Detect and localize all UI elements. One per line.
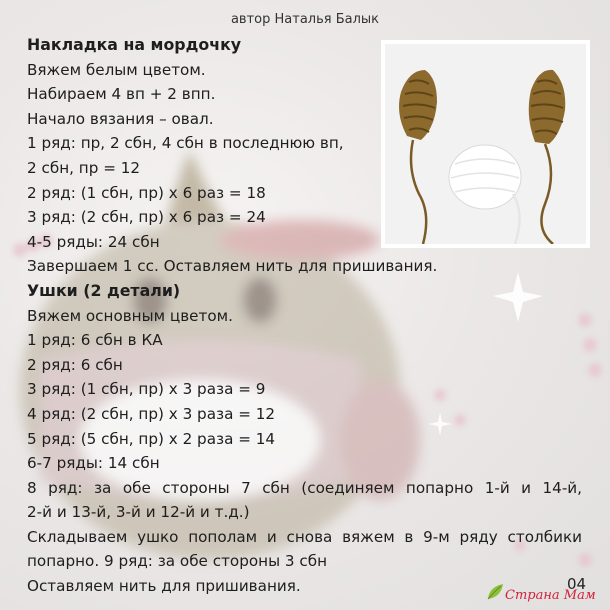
text-line: 4 ряд: (2 сбн, пр) х 3 раза = 12	[27, 404, 276, 423]
text-line: Складываем ушко пополам и снова вяжем в 9-м ряду столбики	[27, 527, 582, 546]
text-line: Вяжем белым цветом.	[27, 60, 206, 79]
text-line: 3 ряд: (2 сбн, пр) х 6 раз = 24	[27, 208, 266, 227]
text-line: 2-й и 13-й, 3-й и 12-й и т.д.)	[27, 503, 250, 522]
text-line: 3 ряд: (1 сбн, пр) х 3 раза = 9	[27, 380, 266, 399]
text-line: попарно. 9 ряд: за обе стороны 3 сбн	[27, 552, 328, 571]
text-line: Набираем 4 вп + 2 впп.	[27, 85, 216, 104]
author-credit: автор Наталья Балык	[230, 12, 380, 27]
crochet-parts-photo	[381, 40, 590, 248]
section-heading-ears: Ушки (2 детали)	[27, 280, 181, 300]
text-line: Вяжем основным цветом.	[27, 306, 233, 325]
text-line: 1 ряд: пр, 2 сбн, 4 сбн в последнюю вп,	[27, 134, 344, 153]
leaf-logo-icon	[485, 581, 507, 603]
text-line: 8 ряд: за обе стороны 7 сбн (соединяем попарно 1-й и 14-й,	[27, 478, 582, 497]
site-watermark: Страна Мам	[505, 588, 596, 603]
text-line: Завершаем 1 сс. Оставляем нить для пришивания.	[27, 257, 438, 276]
text-line: 6-7 ряды: 14 сбн	[27, 454, 160, 473]
section-heading-muzzle: Накладка на мордочку	[27, 35, 242, 54]
text-line: 1 ряд: 6 сбн в КА	[27, 331, 163, 350]
text-line: Оставляем нить для пришивания.	[27, 577, 301, 596]
page-number: 04	[567, 575, 587, 593]
text-line: Начало вязания – овал.	[27, 109, 214, 128]
text-line: 2 ряд: 6 сбн	[27, 355, 123, 374]
text-line: 2 сбн, пр = 12	[27, 158, 141, 177]
text-line: 5 ряд: (5 сбн, пр) х 2 раза = 14	[27, 429, 276, 448]
text-line: 4-5 ряды: 24 сбн	[27, 232, 160, 251]
text-line: 2 ряд: (1 сбн, пр) х 6 раз = 18	[27, 183, 266, 202]
